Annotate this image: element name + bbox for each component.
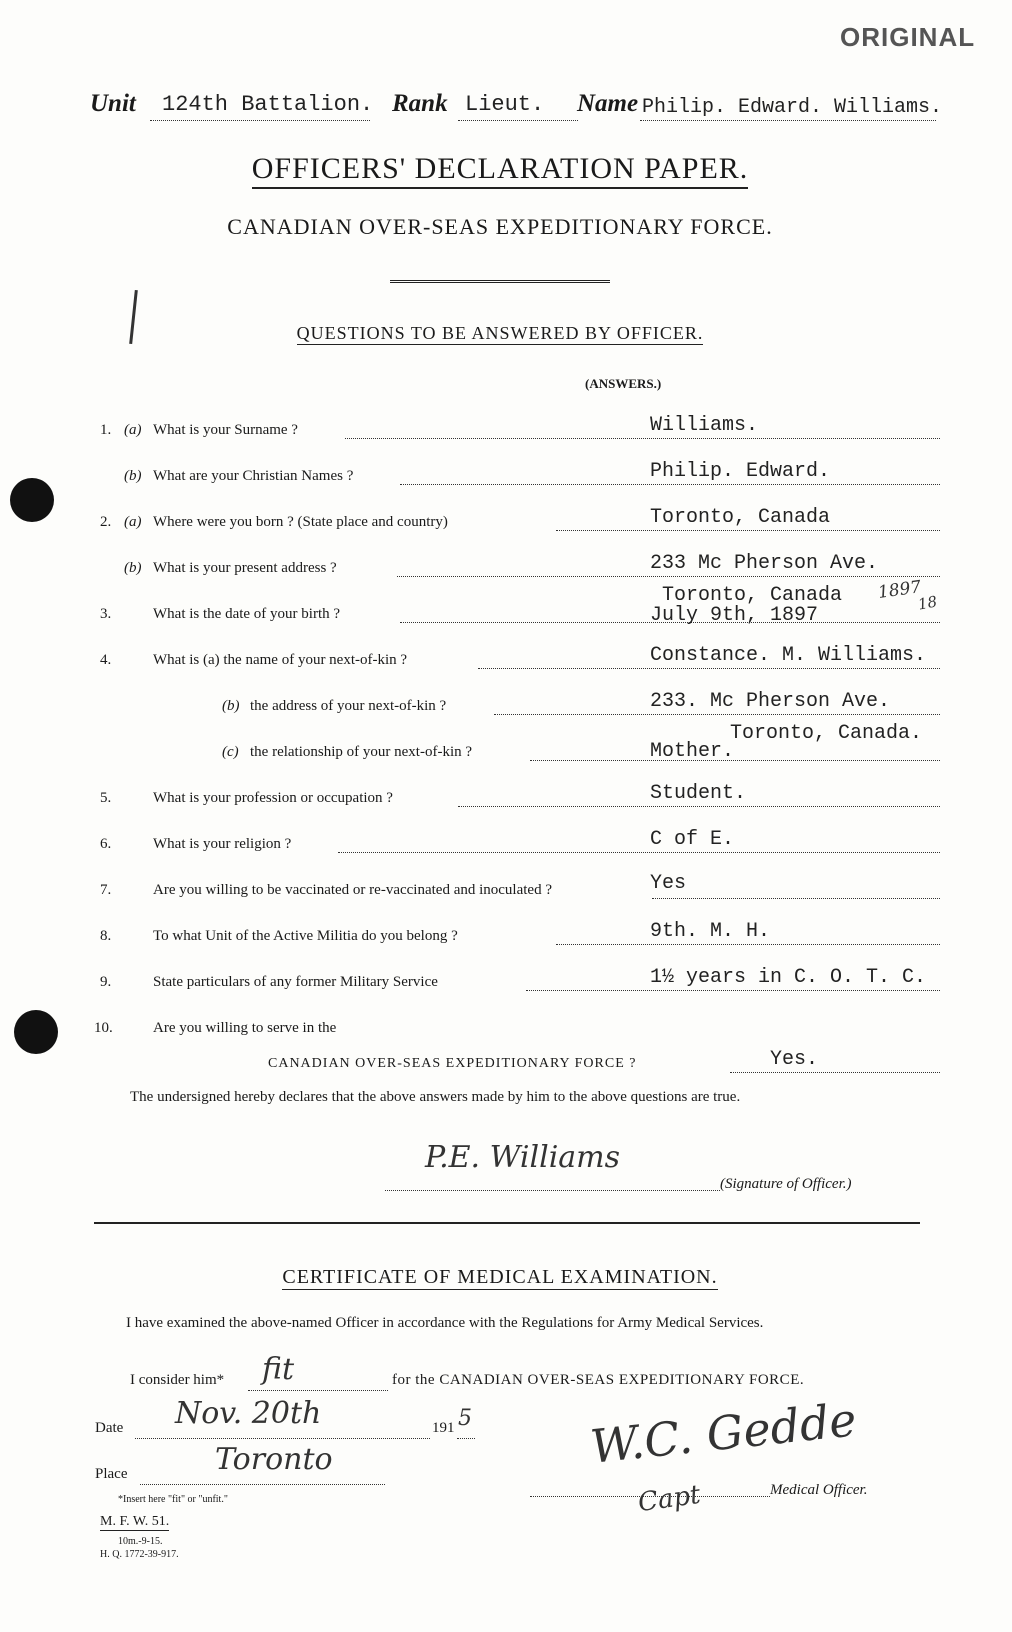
date-value: Nov. 20th	[175, 1396, 322, 1431]
question-sub: (a)	[124, 514, 142, 530]
answer-christian-names: Philip. Edward.	[650, 460, 831, 483]
answer-birthplace: Toronto, Canada	[650, 506, 831, 529]
question-number: 7.	[100, 882, 112, 898]
answer-next-of-kin-relationship: Mother.	[650, 740, 735, 763]
punch-hole	[14, 1010, 58, 1054]
question-christian-names: What are your Christian Names ?	[153, 468, 354, 484]
name-label: Name	[577, 90, 639, 117]
question-sub: (a)	[124, 422, 142, 438]
ornamental-rule	[390, 280, 610, 287]
question-surname: What is your Surname ?	[153, 422, 298, 438]
medical-officer-rank: Capt	[636, 1479, 703, 1519]
answers-label: (ANSWERS.)	[585, 376, 662, 391]
question-number: 6.	[100, 836, 112, 852]
question-next-of-kin-name: What is (a) the name of your next-of-kin ?	[153, 652, 408, 668]
form-code: M. F. W. 51.	[100, 1514, 170, 1529]
place-label: Place	[95, 1466, 128, 1482]
question-birthplace: Where were you born ? (State place and country)	[153, 514, 448, 530]
answer-former-service: 1½ years in C. O. T. C.	[650, 966, 927, 989]
question-address: What is your present address ?	[153, 560, 337, 576]
consider-label: I consider him*	[130, 1372, 225, 1388]
question-number: 9.	[100, 974, 112, 990]
page-title: OFFICERS' DECLARATION PAPER.	[0, 152, 1000, 186]
margin-note: 1897	[876, 577, 923, 603]
question-vaccination: Are you willing to be vaccinated or re-vaccinated and inoculated ?	[153, 882, 552, 898]
answer-willing-to-serve: Yes.	[770, 1048, 819, 1071]
question-number: 5.	[100, 790, 112, 806]
rank-label: Rank	[392, 90, 448, 117]
medical-statement: I have examined the above-named Officer in accordance with the Regulations for Army Medical Services.	[126, 1315, 764, 1331]
year-suffix: 5	[458, 1406, 472, 1431]
answer-address-line2: Toronto, Canada	[662, 584, 843, 607]
question-sub: (b)	[124, 560, 142, 576]
question-willing-to-serve-cont: CANADIAN OVER-SEAS EXPEDITIONARY FORCE ?	[268, 1056, 637, 1071]
question-sub: (c)	[222, 744, 239, 760]
answer-vaccination: Yes	[650, 872, 687, 895]
consider-value: fit	[262, 1352, 295, 1387]
officer-signature: P.E. Williams	[425, 1140, 621, 1175]
question-religion: What is your religion ?	[153, 836, 292, 852]
question-number: 1.	[100, 422, 112, 438]
year-prefix: 191	[432, 1420, 455, 1436]
margin-note: 18	[916, 592, 939, 614]
question-next-of-kin-relationship: the relationship of your next-of-kin ?	[250, 744, 473, 760]
answer-address-line1: 233 Mc Pherson Ave.	[650, 552, 879, 575]
answer-surname: Williams.	[650, 414, 759, 437]
question-number: 8.	[100, 928, 112, 944]
question-number: 2.	[100, 514, 112, 530]
answer-next-of-kin-address-line2: Toronto, Canada.	[730, 722, 923, 745]
question-occupation: What is your profession or occupation ?	[153, 790, 393, 806]
question-sub: (b)	[222, 698, 240, 714]
question-number: 3.	[100, 606, 112, 622]
question-militia-unit: To what Unit of the Active Militia do you belong ?	[153, 928, 458, 944]
answer-next-of-kin-address-line1: 233. Mc Pherson Ave.	[650, 690, 891, 713]
question-number: 10.	[94, 1020, 113, 1036]
question-former-service: State particulars of any former Military Service	[153, 974, 438, 990]
answer-next-of-kin-name: Constance. M. Williams.	[650, 644, 927, 667]
form-print-code: 10m.-9-15.	[118, 1536, 163, 1547]
place-value: Toronto	[215, 1442, 333, 1477]
medical-officer-signature: W.C. Gedde	[587, 1392, 859, 1474]
name-value: Philip. Edward. Williams.	[642, 96, 943, 119]
questions-heading: QUESTIONS TO BE ANSWERED BY OFFICER.	[296, 323, 704, 343]
section-divider	[94, 1222, 920, 1224]
answer-religion: C of E.	[650, 828, 735, 851]
punch-hole	[10, 478, 54, 522]
page-subtitle: CANADIAN OVER-SEAS EXPEDITIONARY FORCE.	[227, 214, 773, 239]
answer-birth-date: July 9th, 1897	[650, 604, 819, 627]
signature-caption: (Signature of Officer.)	[720, 1176, 852, 1192]
unit-value: 124th Battalion.	[162, 92, 374, 117]
question-sub: (b)	[124, 468, 142, 484]
original-stamp: ORIGINAL	[840, 22, 976, 52]
rank-value: Lieut.	[465, 92, 545, 117]
answer-militia-unit: 9th. M. H.	[650, 920, 771, 943]
question-willing-to-serve: Are you willing to serve in the	[153, 1020, 337, 1036]
footnote: *Insert here "fit" or "unfit."	[118, 1494, 228, 1505]
date-label: Date	[95, 1420, 124, 1436]
question-birth-date: What is the date of your birth ?	[153, 606, 341, 622]
form-hq-code: H. Q. 1772-39-917.	[100, 1549, 179, 1560]
question-next-of-kin-address: the address of your next-of-kin ?	[250, 698, 447, 714]
consider-suffix: for the CANADIAN OVER-SEAS EXPEDITIONARY FORCE.	[392, 1372, 805, 1388]
question-number: 4.	[100, 652, 112, 668]
unit-label: Unit	[90, 90, 136, 117]
declaration-text: The undersigned hereby declares that the above answers made by him to the above questions are true.	[130, 1089, 741, 1105]
answer-occupation: Student.	[650, 782, 747, 805]
medical-officer-caption: Medical Officer.	[770, 1482, 868, 1498]
medical-heading: CERTIFICATE OF MEDICAL EXAMINATION.	[282, 1266, 718, 1288]
